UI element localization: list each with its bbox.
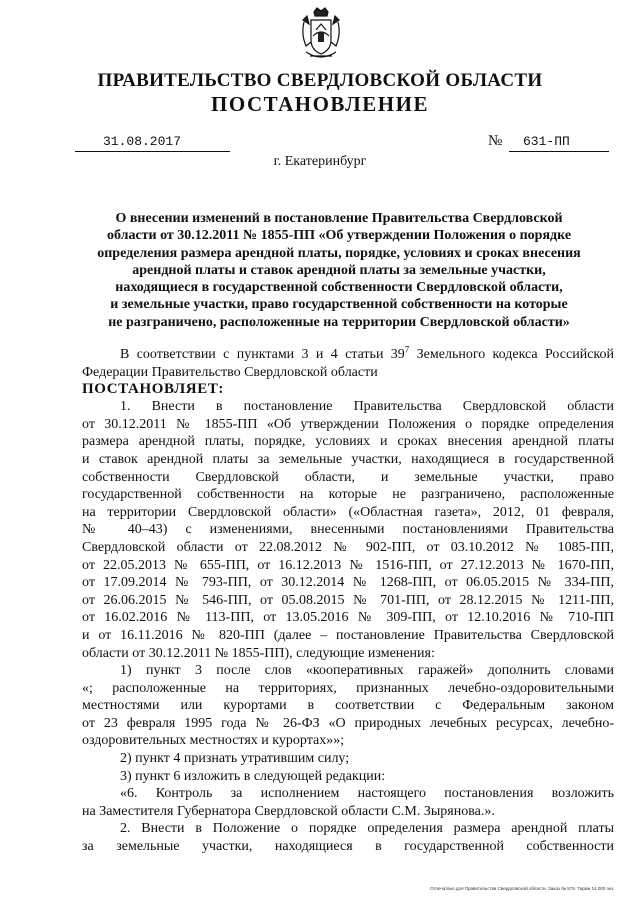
document-title	[70, 210, 608, 331]
document-number: 631-ПП	[509, 134, 609, 152]
paragraph-line: государственной собственности на которые не разграничено, расположенные	[82, 487, 614, 503]
title-line: и земельные участки, право государственной собственности на которые	[110, 297, 568, 313]
paragraph-line: Свердловской области от 22.08.2012 № 902-ПП, от 03.10.2012 № 1085-ПП,	[82, 539, 614, 555]
item-line: 2) пункт 4 признать утратившим силу;	[120, 751, 350, 767]
quote-line: на Заместителя Губернатора Свердловской области С.М. Зырянова.».	[82, 803, 495, 819]
paragraph-line: от 17.09.2014 № 793-ПП, от 30.12.2014 № 1268-ПП, от 06.05.2015 № 334-ПП,	[82, 575, 614, 591]
paragraph-line: за земельные участки, находящиеся в государственной собственности	[82, 839, 614, 855]
paragraph-line: от 30.12.2011 № 1855-ПП «Об утверждении Положения о порядке определения	[82, 416, 614, 432]
title-line: арендной платы и ставок арендной платы за земельные участки,	[132, 262, 546, 278]
paragraph-line: размера арендной платы, порядке, условиях и сроках внесения арендной платы	[82, 434, 614, 450]
paragraph-line: 2. Внести в Положение о порядке определения размера арендной платы	[120, 821, 614, 837]
paragraph-line: области от 30.12.2011 № 1855-ПП), следующие изменения:	[82, 645, 435, 661]
document-type: ПОСТАНОВЛЕНИЕ	[211, 92, 429, 116]
document-body	[82, 346, 614, 856]
title-line: не разграничено, расположенные на территории Свердловской области»	[108, 314, 570, 330]
paragraph-line: от 16.02.2016 № 113-ПП, от 13.05.2016 № 309-ПП, от 12.10.2016 № 710-ПП	[82, 610, 614, 626]
intro-line	[82, 346, 614, 364]
title-line: О внесении изменений в постановление Правительства Свердловской	[115, 211, 563, 226]
paragraph-line: от 26.06.2015 № 546-ПП, от 05.08.2015 № 701-ПП, от 28.12.2015 № 1211-ПП,	[82, 592, 614, 608]
item-line: от 23 февраля 1995 года № 26-ФЗ «О природных лечебных ресурсах, лечебно-	[82, 715, 614, 731]
sverdlovsk-coat-of-arms-icon	[298, 6, 344, 64]
intro-text: Земельного кодекса Российской	[409, 347, 614, 362]
paragraph-line: от 22.05.2013 № 655-ПП, от 16.12.2013 № 1516-ПП, от 27.12.2013 № 1670-ПП,	[82, 557, 614, 573]
intro-line: Федерации Правительство Свердловской области	[82, 364, 378, 380]
article-superscript: 7	[404, 344, 410, 355]
title-line: находящиеся в государственной собственности Свердловской области,	[115, 280, 563, 296]
city-name: г. Екатеринбург	[273, 154, 367, 169]
print-imprint: Отпечатано для Правительства Свердловской области. Заказ № 575. Тираж 14 000 экз.	[430, 886, 615, 891]
intro-text: В соответствии с пунктами 3 и 4 статьи 39	[120, 347, 405, 362]
document-date: 31.08.2017	[75, 134, 230, 152]
government-name: ПРАВИТЕЛЬСТВО СВЕРДЛОВСКОЙ ОБЛАСТИ	[97, 70, 543, 91]
title-line: определения размера арендной платы, порядке, условиях и сроках внесения	[97, 245, 581, 261]
paragraph-line: на территории Свердловской области» («Областная газета», 2012, 01 февраля,	[82, 504, 614, 520]
item-line: 1) пункт 3 после слов «кооперативных гаражей» дополнить словами	[120, 663, 614, 679]
resolves-heading: ПОСТАНОВЛЯЕТ:	[82, 381, 225, 398]
paragraph-line: № 40–43) с изменениями, внесенными постановлениями Правительства	[82, 522, 614, 538]
item-line: «; расположенные на территориях, признанных лечебно-оздоровительными	[82, 680, 614, 696]
item-line: 3) пункт 6 изложить в следующей редакции:	[120, 768, 386, 784]
item-line: оздоровительных местностях и курортах»»;	[82, 733, 345, 749]
item-line: местностями или курортами в соответствии с Федеральным законом	[82, 698, 614, 714]
paragraph-line: и ставок арендной платы за земельные участки, находящиеся в государственной	[82, 451, 614, 467]
paragraph-line: и от 16.11.2016 № 820-ПП (далее – постановление Правительства Свердловской	[82, 627, 614, 643]
paragraph-line: собственности Свердловской области, и земельные участки, право	[82, 469, 614, 485]
number-sign: №	[488, 133, 503, 149]
title-line: области от 30.12.2011 № 1855-ПП «Об утверждении Положения о порядке	[106, 228, 572, 244]
paragraph-line: 1. Внести в постановление Правительства Свердловской области	[120, 399, 614, 415]
quote-line: «6. Контроль за исполнением настоящего постановления возложить	[120, 786, 614, 802]
